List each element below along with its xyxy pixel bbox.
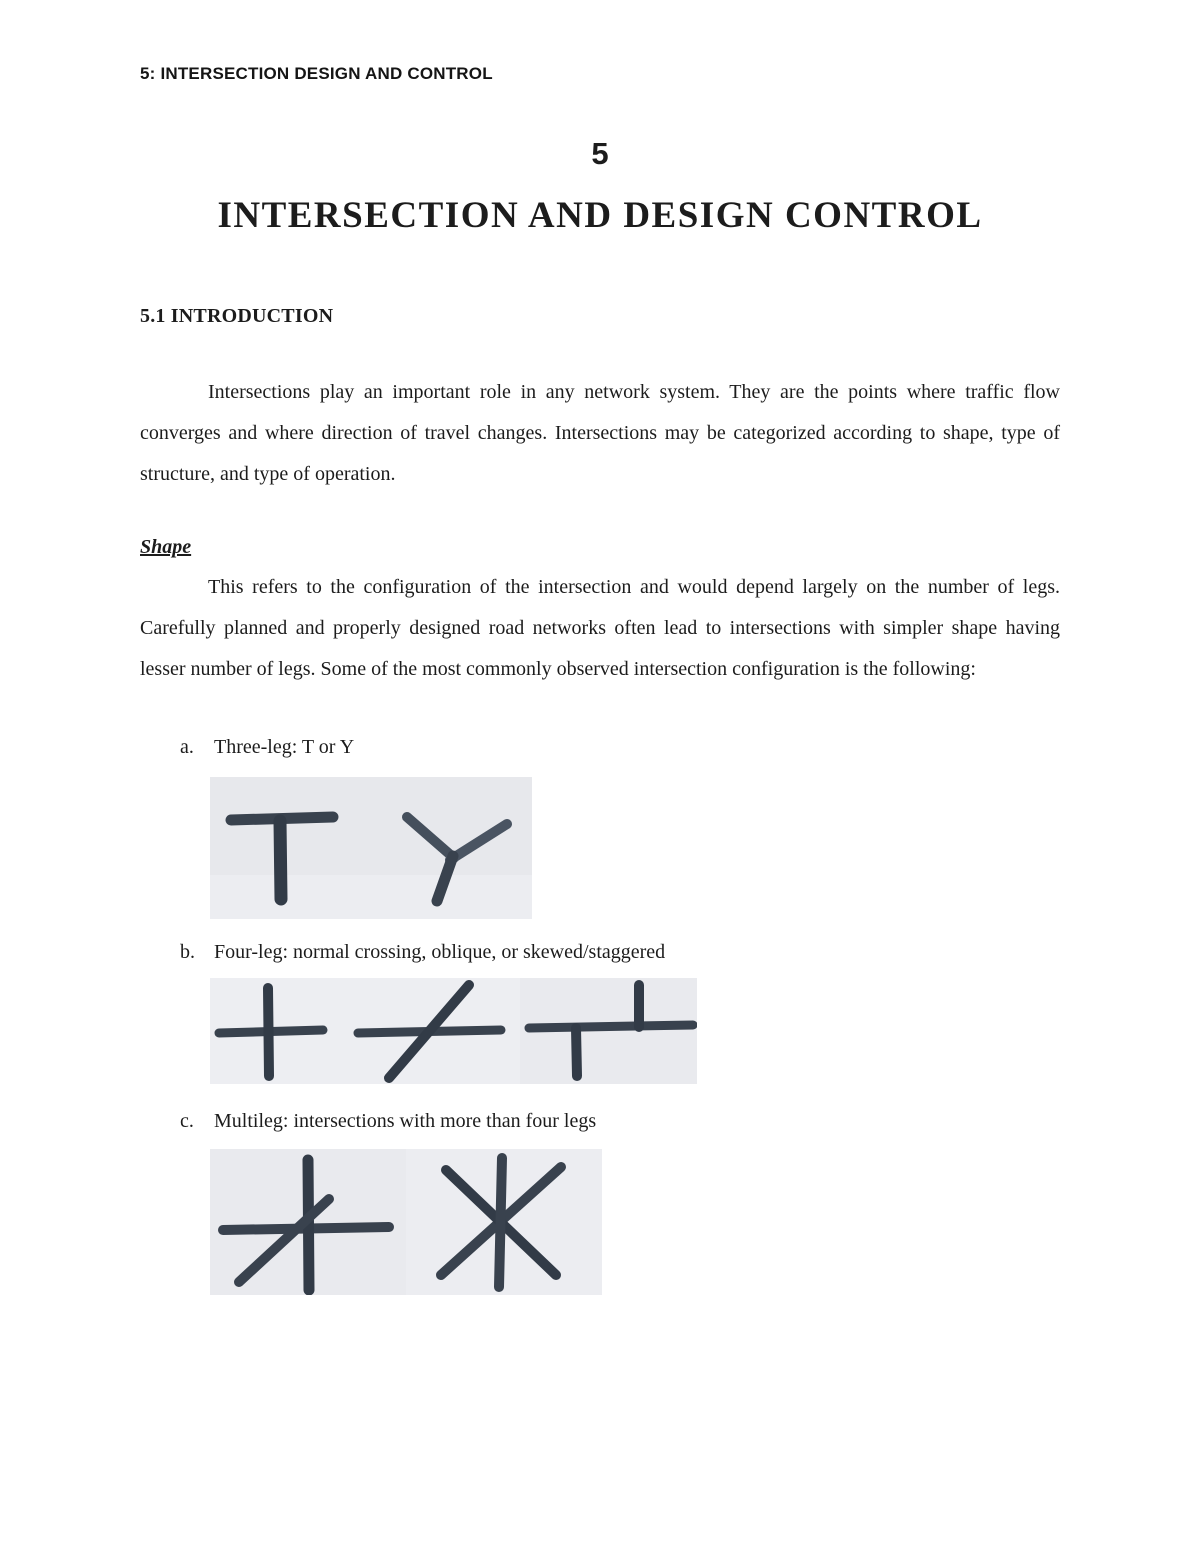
running-header: 5: INTERSECTION DESIGN AND CONTROL bbox=[140, 64, 493, 83]
intro-paragraph: Intersections play an important role in any network system. They are the points where traffic flow converges and where direction of travel changes. Intersections may be categorized according to shape, type of structure, and type of operation. bbox=[140, 381, 1060, 485]
section-heading-introduction: 5.1 INTRODUCTION bbox=[140, 305, 334, 327]
four-leg-intersection-diagram bbox=[210, 978, 697, 1084]
page-title: INTERSECTION AND DESIGN CONTROL bbox=[217, 195, 983, 236]
figure-multileg-intersections bbox=[210, 1149, 1060, 1295]
t-and-y-intersection-diagram bbox=[210, 777, 532, 919]
list-item-label: Four-leg: normal crossing, oblique, or skewed/staggered bbox=[214, 940, 666, 963]
figure-four-leg-intersections bbox=[210, 978, 1060, 1084]
list-letter: a. bbox=[180, 735, 194, 758]
list-item-multileg bbox=[140, 1110, 1060, 1133]
multileg-intersection-diagram bbox=[210, 1149, 602, 1295]
figure-three-leg-intersections bbox=[210, 777, 1060, 919]
list-item-three-leg bbox=[140, 736, 1060, 759]
list-letter: c. bbox=[180, 1109, 194, 1132]
list-item-four-leg bbox=[140, 941, 1060, 964]
list-item-label: Multileg: intersections with more than four legs bbox=[214, 1109, 597, 1132]
list-item-label: Three-leg: T or Y bbox=[214, 735, 355, 758]
shape-paragraph: This refers to the configuration of the intersection and would depend largely on the number of legs. Carefully planned and properly designed road networks often lead to intersections with simpler shape having lesser number of legs. Some of the most commonly observed intersection configuration is the following: bbox=[140, 576, 1060, 680]
list-letter: b. bbox=[180, 940, 195, 963]
chapter-number: 5 bbox=[591, 136, 609, 171]
subsection-heading-shape: Shape bbox=[140, 536, 192, 559]
